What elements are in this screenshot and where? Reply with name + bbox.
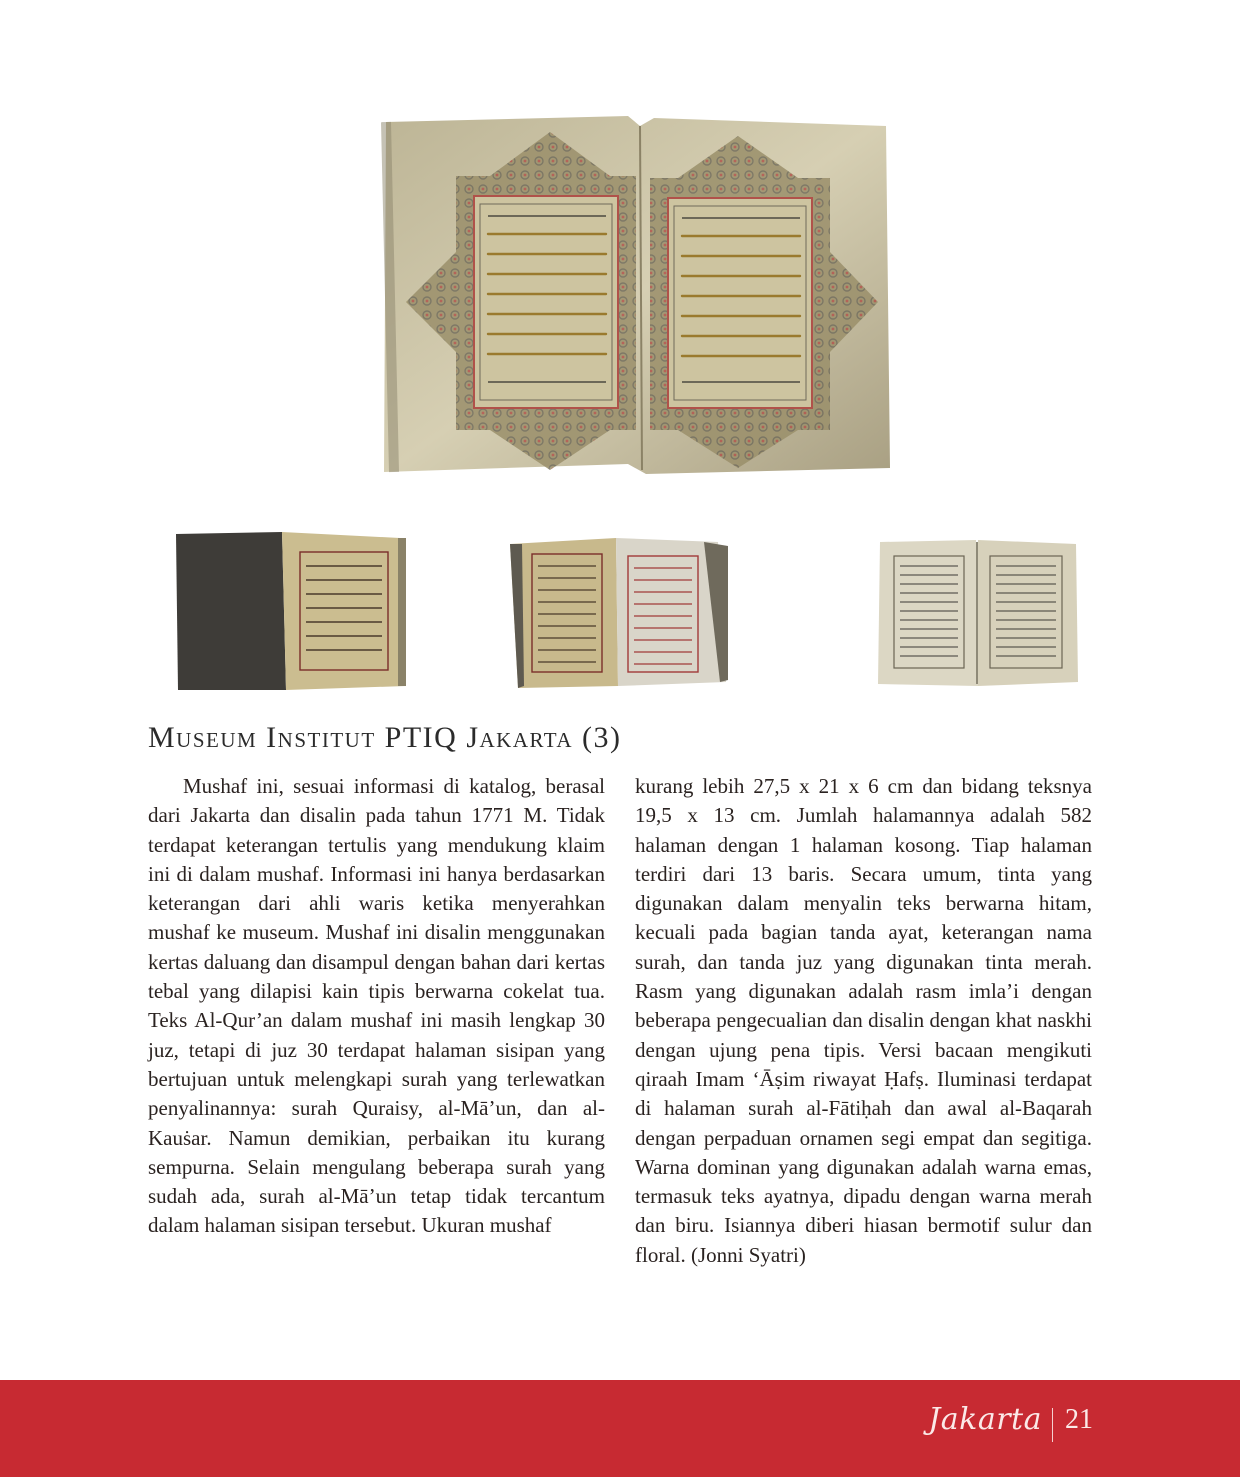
body-column-right [635, 772, 1092, 1270]
footer-city: Jakarta [928, 1402, 1042, 1437]
body-paragraph-left: Mushaf ini, sesuai informasi di katalog, berasal dari Jakarta dan disalin pada tahun 1771 M. Tidak terdapat keterangan tertulis yang mendukung klaim ini di dalam mushaf. Informasi ini hanya berdasarkan keterangan dari ahli waris ketika menyerahkan mushaf ke museum. Mushaf ini disalin menggunakan kertas daluang dan disampul dengan bahan dari kertas tebal yang dilapisi kain tipis berwarna cokelat tua. Teks Al-Qur’an dalam mushaf ini masih lengkap 30 juz, tetapi di juz 30 terdapat halaman sisipan yang bertujuan untuk melengkapi surah yang terlewatkan penyalinannya: surah Quraisy, al-Mā’un, dan al-Kauṡar. Namun demikian, perbaikan itu kurang sempurna. Selain mengulang beberapa surah yang sudah ada, surah al-Mā’un tetap tidak tercantum dalam halaman sisipan tersebut. Ukuran mushaf [148, 774, 605, 1238]
section-heading: Museum Institut PTIQ Jakarta (3) [148, 721, 622, 754]
manuscript-thumbnail-2 [508, 536, 730, 690]
footer-bar [0, 1380, 1240, 1477]
manuscript-thumbnail-3 [876, 538, 1080, 688]
main-manuscript-image [378, 112, 894, 480]
footer-divider [1052, 1408, 1053, 1442]
page-number: 21 [1065, 1404, 1093, 1435]
body-column-left [148, 772, 605, 1241]
body-paragraph-right: kurang lebih 27,5 x 21 x 6 cm dan bidang teksnya 19,5 x 13 cm. Jumlah halamannya adalah 582 halaman dengan 1 halaman kosong. Tiap halaman terdiri dari 13 baris. Secara umum, tinta yang digunakan dalam menyalin teks berwarna hitam, kecuali pada bagian tanda ayat, keterangan nama surah, dan tanda juz yang digunakan tinta merah. Rasm yang digunakan adalah rasm imla’i dengan beberapa pengecualian dan disalin dengan khat naskhi dengan ujung pena tipis. Versi bacaan mengikuti qiraah Imam ‘Āṣim riwayat Ḥafṣ. Iluminasi terdapat di halaman surah al-Fātiḥah dan awal al-Baqarah dengan perpaduan ornamen segi empat dan segitiga. Warna dominan yang digunakan adalah warna emas, termasuk teks ayatnya, dipadu dengan warna merah dan biru. Isiannya diberi hiasan bermotif sulur dan floral. (Jonni Syatri) [635, 774, 1092, 1267]
manuscript-thumbnail-1 [174, 530, 408, 692]
